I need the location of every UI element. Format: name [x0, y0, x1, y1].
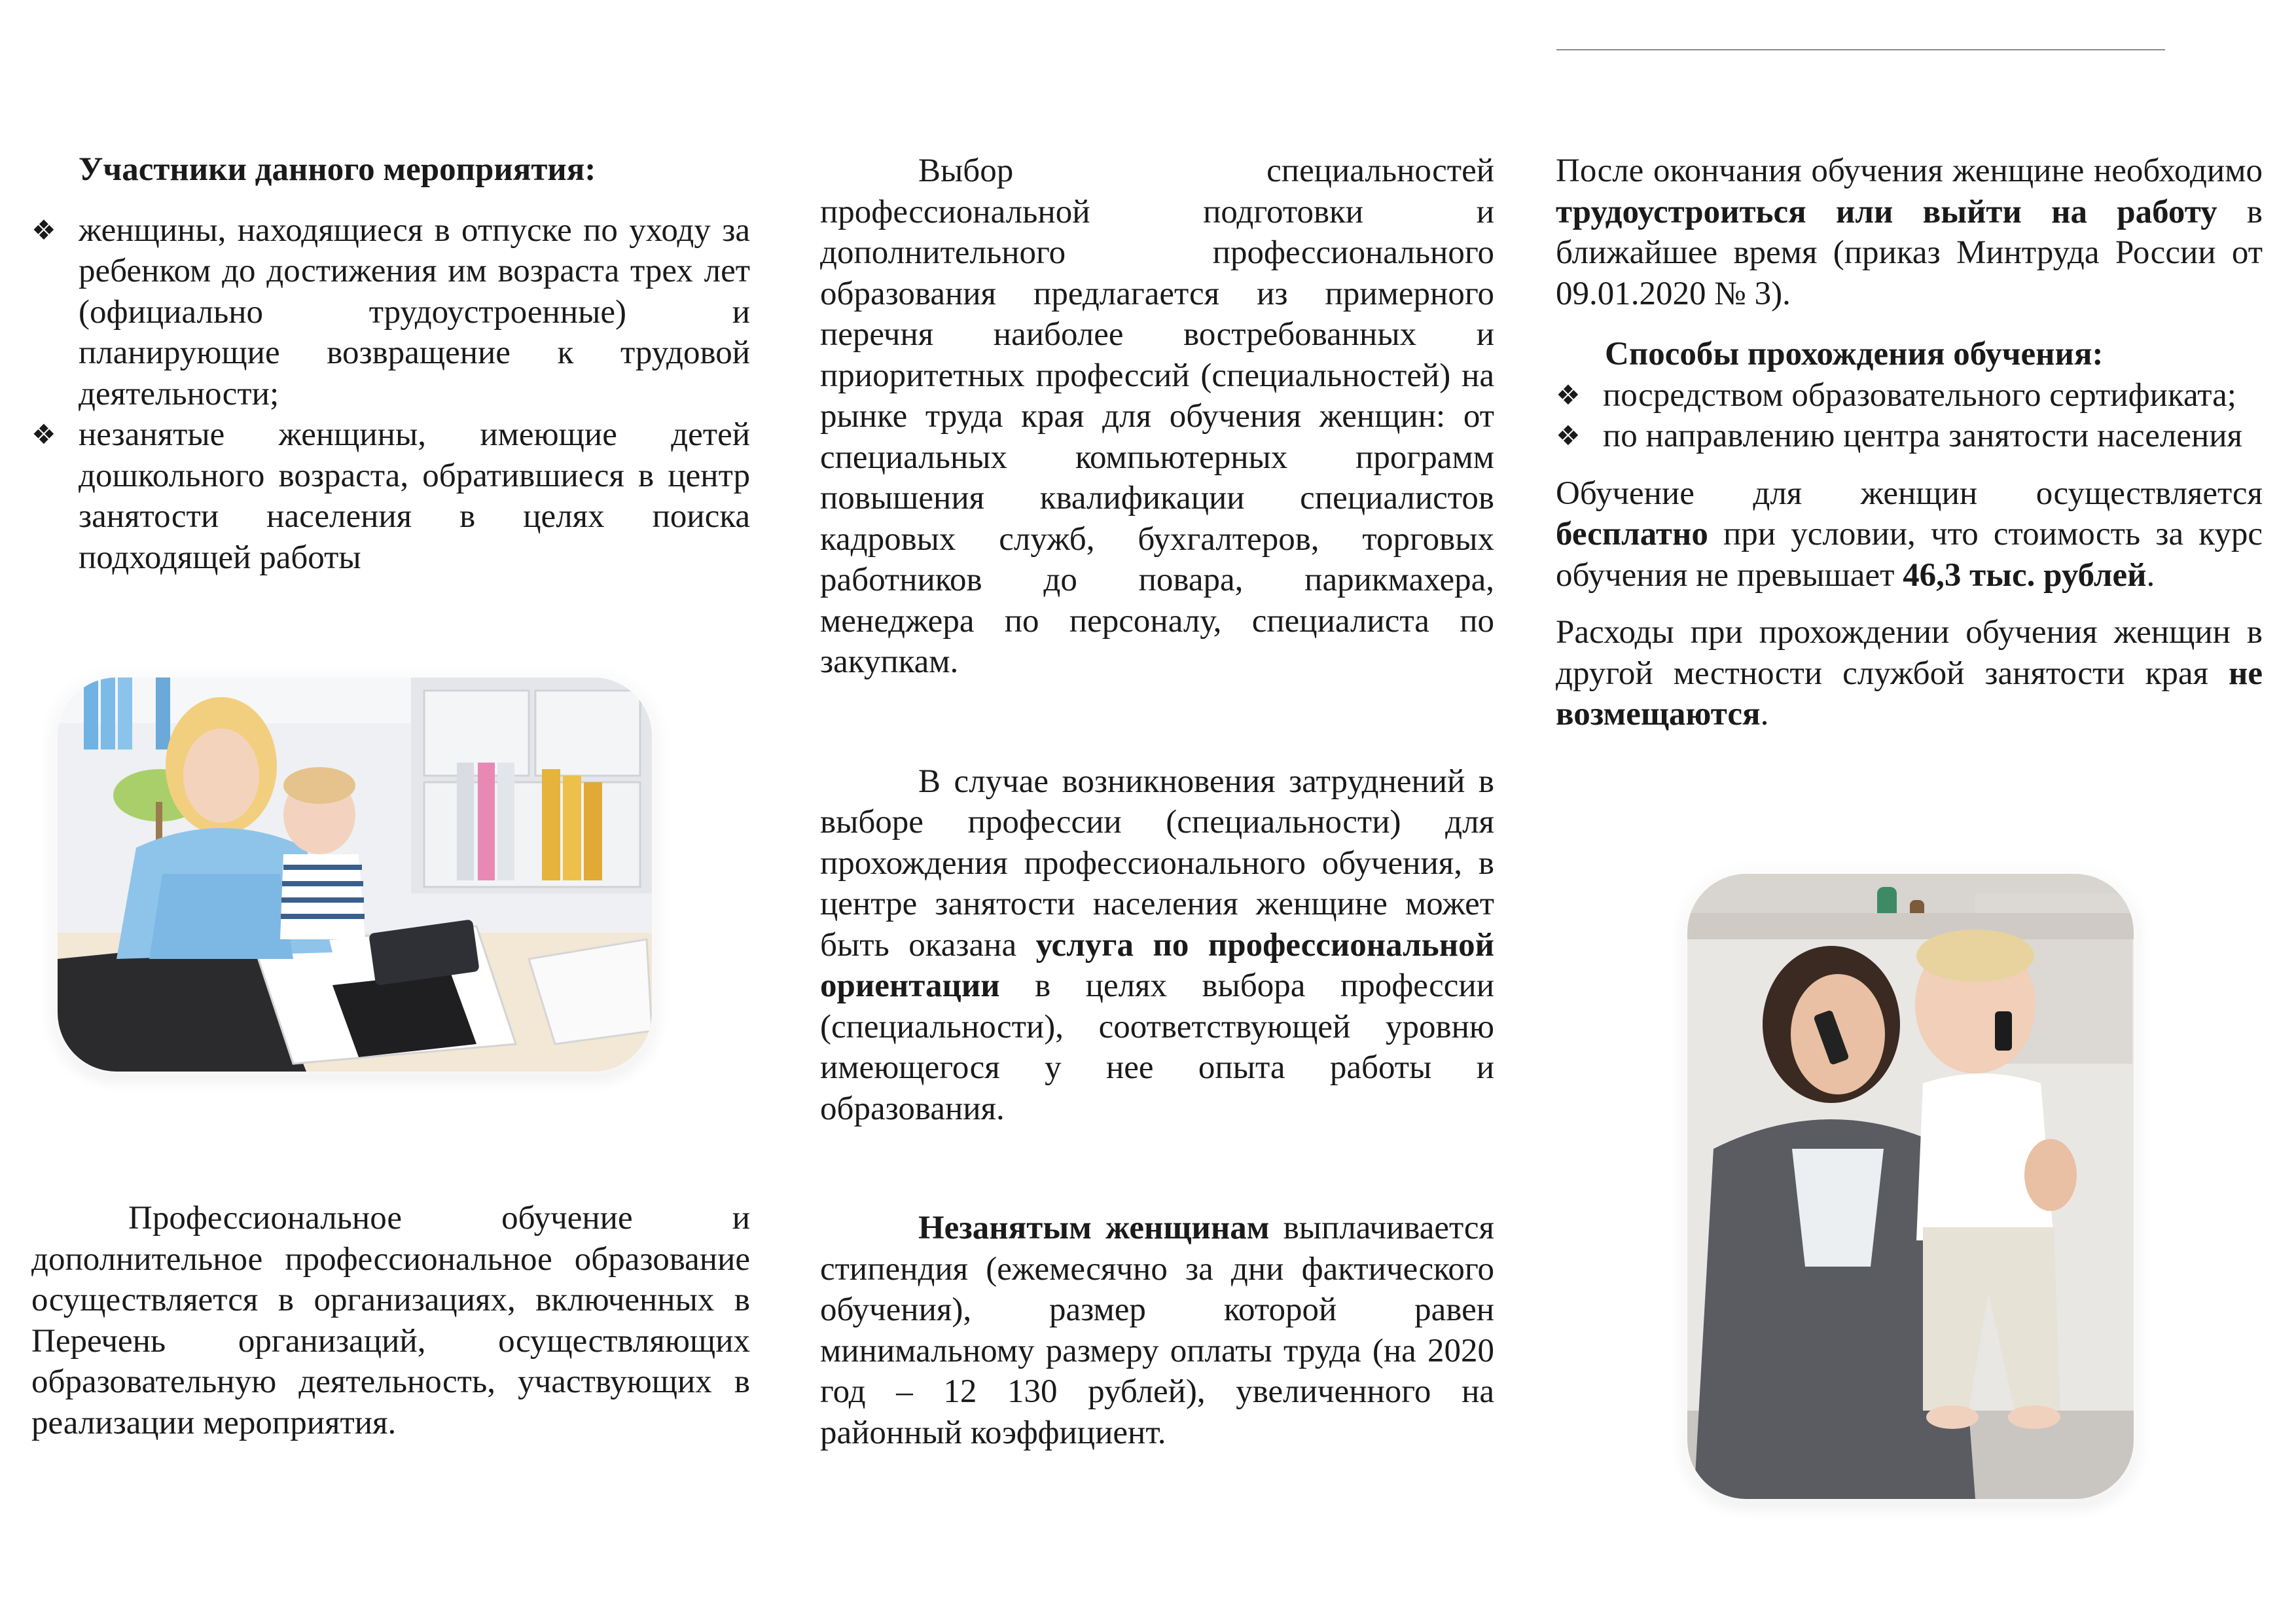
participants-list — [31, 210, 750, 579]
cost-limit: 46,3 тыс. рублей — [1903, 556, 2147, 594]
list-item-text: посредством образовательного сертификата; — [1603, 376, 2236, 414]
list-item — [31, 414, 750, 578]
list-item — [1556, 375, 2263, 416]
not-reimbursed-label: не возмещаются — [1556, 655, 2263, 732]
diamond-bullet-icon: ❖ — [31, 418, 56, 450]
list-item-text: по направлению центра занятости населения — [1603, 418, 2243, 454]
career-guidance-service: услуга по профессиональной ориентации — [820, 926, 1494, 1004]
woman-holding-child-on-phone-photo — [1687, 874, 2134, 1499]
left-column — [31, 149, 750, 578]
left-bottom-block — [31, 1198, 750, 1443]
employment-paragraph: После окончания обучения женщине необходимо трудоустроиться или выйти на работу в ближайшее время (приказ Минтруда России от 09.01.2020 № 3). — [1556, 153, 2263, 312]
top-divider-line — [1556, 49, 2165, 50]
diamond-bullet-icon: ❖ — [31, 213, 56, 246]
free-training-paragraph: Обучение для женщин осуществляется бесплатно при условии, что стоимость за курс обучения не превышает 46,3 тыс. рублей. — [1556, 475, 2263, 594]
participants-heading: Участники данного мероприятия: — [79, 151, 596, 188]
unemployed-women-label: Незанятым женщинам — [918, 1210, 1270, 1246]
diamond-bullet-icon: ❖ — [1556, 420, 1581, 452]
list-item — [1556, 416, 2263, 457]
expenses-paragraph: Расходы при прохождении обучения женщин в другой местности службой занятости края не возмещаются. — [1556, 614, 2263, 732]
list-item-text: незанятые женщины, имеющие детей дошкольного возраста, обратившиеся в центр занятости населения в целях поиска подходящей работы — [79, 416, 750, 576]
list-item — [31, 210, 750, 415]
employment-requirement: трудоустроиться или выйти на работу — [1556, 193, 2217, 230]
right-column — [1556, 151, 2263, 735]
stipend-paragraph: Незанятым женщинам выплачивается стипендия (ежемесячно за дни фактического обучения), размер которой равен минимальному размеру оплаты труда (на 2020 год – 12 130 рублей), увеличенного на районный коэффициент. — [820, 1210, 1494, 1451]
list-item-text: женщины, находящиеся в отпуске по уходу за ребенком до достижения им возраста трех лет (официально трудоустроенные) и планирующие возвращение к трудовой деятельности; — [79, 211, 750, 412]
methods-list — [1556, 375, 2263, 457]
methods-heading: Способы прохождения обучения: — [1605, 336, 2104, 372]
middle-column — [820, 151, 1494, 1453]
career-guidance-paragraph: В случае возникновения затруднений в выборе профессии (специальности) для прохождения профессионального обучения, в центре занятости населения женщине может быть оказана услуга по профессиональной ориентации в целях выбора профессии (специальности), соответствующей уровню имеющегося у нее опыта работы и образования. — [820, 763, 1494, 1127]
free-label: бесплатно — [1556, 516, 1708, 552]
mother-with-child-at-desk-photo — [58, 677, 652, 1072]
diamond-bullet-icon: ❖ — [1556, 378, 1581, 411]
specialties-paragraph: Выбор специальностей профессиональной подготовки и дополнительного профессионального образования предлагается из примерного перечня наиболее востребованных и приоритетных профессий (специальностей) на рынке труда края для обучения женщин: от специальных компьютерных программ повышения квалификации специалистов кадровых служб, бухгалтеров, торговых работников до повара, парикмахера, менеджера по персоналу, специалиста по закупкам. — [820, 153, 1494, 680]
training-organizations-paragraph: Профессиональное обучение и дополнительное профессиональное образование осуществляется в организациях, включенных в Перечень организаций, осуществляющих образовательную деятельность, участвующих в реализации мероприятия. — [31, 1200, 750, 1441]
